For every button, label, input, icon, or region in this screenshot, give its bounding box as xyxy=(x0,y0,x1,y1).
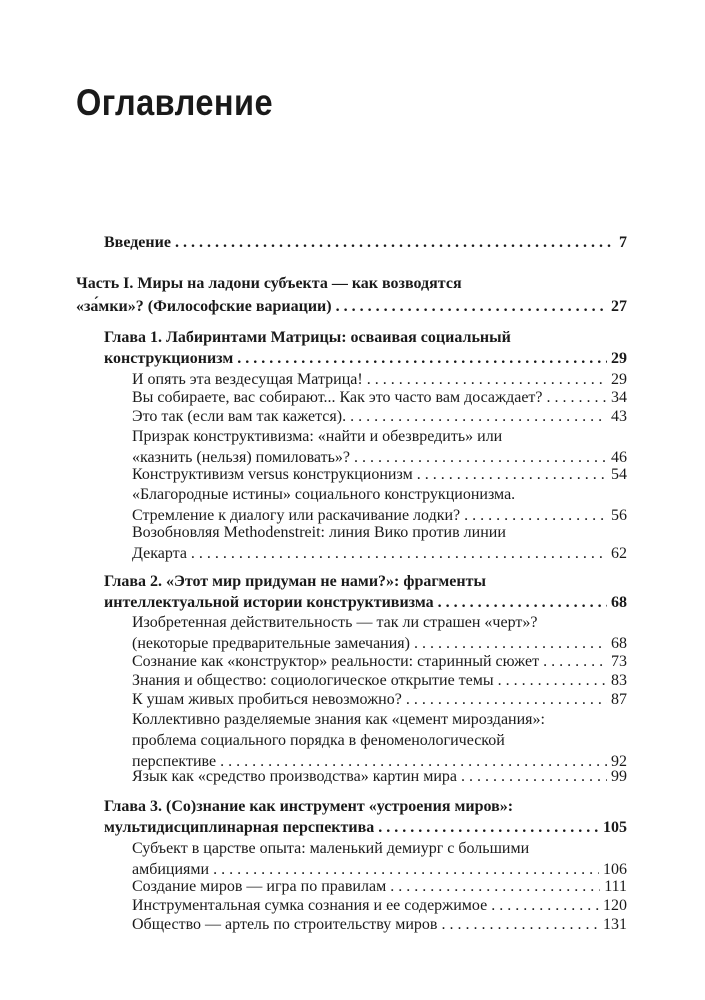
toc-section[interactable] xyxy=(132,651,627,672)
dot-leader xyxy=(390,876,600,897)
toc-entry-text: К ушам живых пробиться невозможно? xyxy=(132,691,402,708)
toc-section[interactable] xyxy=(132,484,627,526)
toc-page-number: 106 xyxy=(603,861,627,878)
toc-entry-text: Стремление к диалогу или раскачивание лодки? xyxy=(132,507,461,524)
dot-leader xyxy=(350,406,607,427)
toc-page-number: 56 xyxy=(611,507,627,524)
toc-entry-text: амбициями xyxy=(132,861,210,878)
toc-section[interactable] xyxy=(132,387,627,408)
dot-leader xyxy=(498,670,607,691)
toc-entry-intro[interactable] xyxy=(104,232,627,253)
toc-section[interactable] xyxy=(132,689,627,710)
toc-entry-text: Введение xyxy=(104,234,171,251)
dot-leader xyxy=(438,592,607,613)
toc-entry-text: Знания и общество: социологическое открытие темы xyxy=(132,672,494,689)
toc-section[interactable] xyxy=(132,709,627,772)
dot-leader xyxy=(461,766,607,787)
toc-entry-text: проблема социального порядка в феноменологической xyxy=(132,732,505,749)
toc-page-number: 92 xyxy=(611,753,627,770)
dot-leader xyxy=(417,464,607,485)
toc-page-number: 29 xyxy=(611,350,627,367)
dot-leader xyxy=(191,543,607,564)
toc-entry-text: Субъект в царстве опыта: маленький демиург с большими xyxy=(132,840,530,857)
toc-page-number: 7 xyxy=(619,234,627,251)
toc-entry-text: «Благородные истины» социального конструкционизма. xyxy=(132,486,516,503)
toc-section[interactable] xyxy=(132,914,627,935)
page-title: Оглавление xyxy=(76,82,274,123)
toc-entry-text: Сознание как «конструктор» реальности: старинный сюжет xyxy=(132,653,540,670)
toc-entry-text: «за́мки»? (Философские вариации) xyxy=(76,298,332,315)
dot-leader xyxy=(543,651,607,672)
toc-entry-text: Часть I. Миры на ладони субъекта — как возводятся xyxy=(76,275,462,292)
toc-section[interactable] xyxy=(132,612,627,654)
toc-page-number: 29 xyxy=(611,371,627,388)
dot-leader xyxy=(336,296,607,317)
toc-entry-chapter-3[interactable] xyxy=(104,796,627,838)
toc-page-number: 120 xyxy=(603,897,627,914)
dot-leader xyxy=(378,817,599,838)
toc-entry-text: Создание миров — игра по правилам xyxy=(132,878,387,895)
toc-section[interactable] xyxy=(132,406,627,427)
dot-leader xyxy=(491,895,599,916)
toc-section[interactable] xyxy=(132,895,627,916)
dot-leader xyxy=(175,232,615,253)
toc-entry-text: Конструктивизм versus конструкционизм xyxy=(132,466,413,483)
toc-page-number: 87 xyxy=(611,691,627,708)
toc-entry-text: Глава 2. «Этот мир придуман не нами?»: фрагменты xyxy=(104,573,486,590)
dot-leader xyxy=(406,689,607,710)
toc-page-number: 83 xyxy=(611,672,627,689)
toc-section[interactable] xyxy=(132,766,627,787)
dot-leader xyxy=(441,914,599,935)
toc-entry-part-1[interactable] xyxy=(76,273,627,317)
toc-page-number: 111 xyxy=(604,878,627,895)
toc-entry-text: Глава 1. Лабиринтами Матрицы: осваивая социальный xyxy=(104,329,511,346)
toc-page-number: 68 xyxy=(611,635,627,652)
toc-entry-text: Призрак конструктивизма: «найти и обезвредить» или xyxy=(132,428,503,445)
dot-leader xyxy=(547,387,607,408)
toc-page-number: 54 xyxy=(611,466,627,483)
toc-entry-text: Глава 3. (Со)знание как инструмент «устроения миров»: xyxy=(104,798,514,815)
toc-entry-text: Коллективно разделяемые знания как «цемент мироздания»: xyxy=(132,711,545,728)
toc-section[interactable] xyxy=(132,522,627,564)
toc-entry-text: Декарта xyxy=(132,545,187,562)
toc-section[interactable] xyxy=(132,876,627,897)
toc-entry-text: Язык как «средство производства» картин мира xyxy=(132,768,458,785)
toc-entry-text: Общество — артель по строительству миров xyxy=(132,916,438,933)
toc-page-number: 34 xyxy=(611,389,627,406)
toc-entry-text: Изобретенная действительность — так ли страшен «черт»? xyxy=(132,614,538,631)
toc-page-number: 73 xyxy=(611,653,627,670)
toc-section[interactable] xyxy=(132,838,627,880)
toc-page-number: 99 xyxy=(611,768,627,785)
toc-page-number: 62 xyxy=(611,545,627,562)
toc-section[interactable] xyxy=(132,426,627,468)
toc-entry-text: конструкционизм xyxy=(104,350,234,367)
toc-entry-text: перспективе xyxy=(132,753,217,770)
toc-entry-text: (некоторые предварительные замечания) xyxy=(132,635,410,652)
toc-entry-text: И опять эта вездесущая Матрица! xyxy=(132,371,363,388)
toc-section[interactable] xyxy=(132,464,627,485)
toc-entry-text: Инструментальная сумка сознания и ее содержимое xyxy=(132,897,488,914)
toc-page-number: 105 xyxy=(603,819,627,836)
toc-entry-text: Возобновляя Methodenstreit: линия Вико против линии xyxy=(132,524,506,541)
toc-page-number: 27 xyxy=(611,298,627,315)
toc-entry-text: «казнить (нельзя) помиловать»? xyxy=(132,449,350,466)
toc-page-number: 68 xyxy=(611,594,627,611)
toc-entry-text: мультидисциплинарная перспектива xyxy=(104,819,375,836)
toc-entry-chapter-2[interactable] xyxy=(104,571,627,613)
toc-page-number: 46 xyxy=(611,449,627,466)
toc-page-number: 43 xyxy=(611,408,627,425)
toc-entry-text: Это так (если вам так кажется). xyxy=(132,408,347,425)
dot-leader xyxy=(237,348,607,369)
toc-page-number: 131 xyxy=(603,916,627,933)
toc-entry-text: интеллектуальной истории конструктивизма xyxy=(104,594,434,611)
toc-section[interactable] xyxy=(132,670,627,691)
toc-entry-chapter-1[interactable] xyxy=(104,327,627,369)
toc-entry-text: Вы собираете, вас собирают... Как это часто вам досаждает? xyxy=(132,389,543,406)
